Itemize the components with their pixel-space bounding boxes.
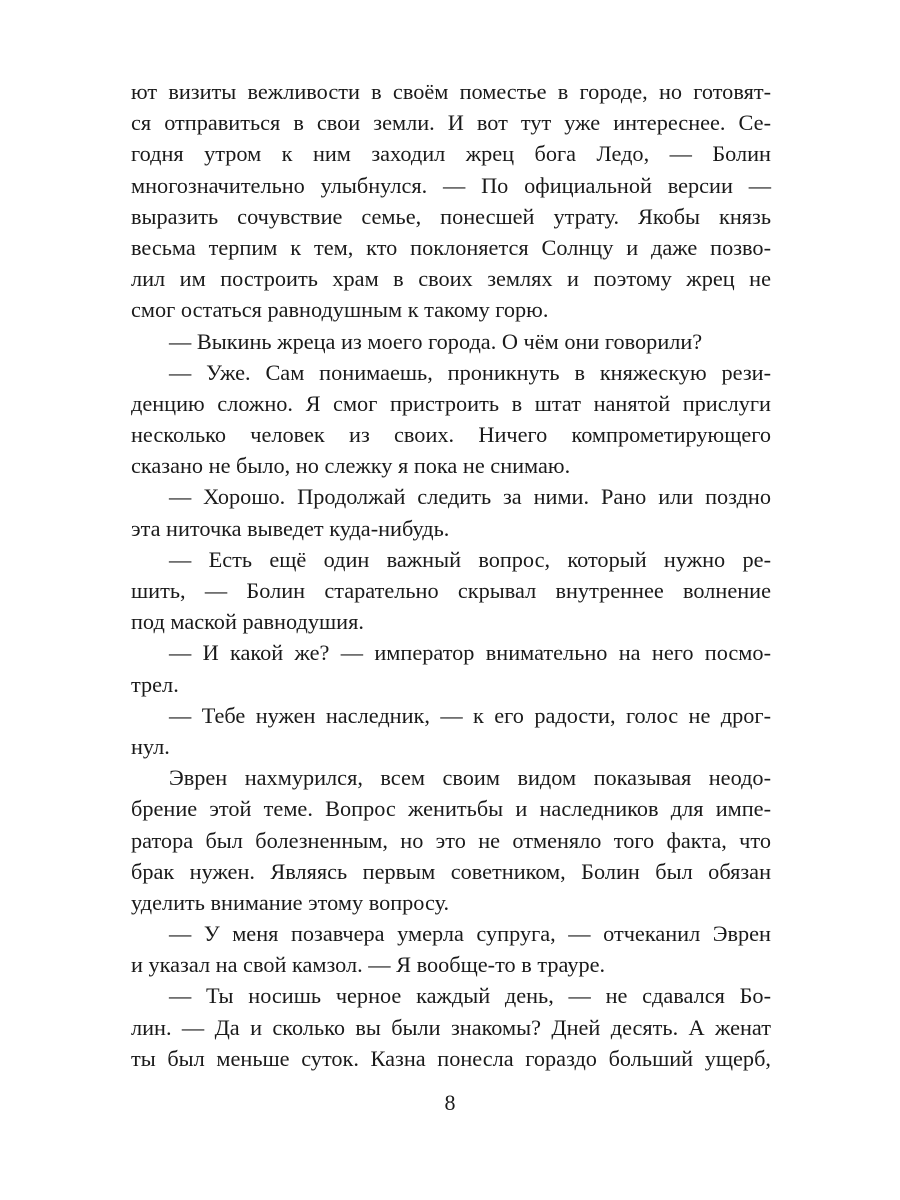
text-line: и указал на свой камзол. — Я вообще-то в трауре.	[131, 952, 606, 978]
text-line: сказано не было, но слежку я пока не снимаю.	[131, 453, 571, 479]
text-line: лин. — Да и сколько вы были знакомы? Дней десять. А женат	[131, 1014, 771, 1040]
text-line: ратора был болезненным, но это не отменяло того факта, что	[131, 827, 771, 853]
text-line: ют визиты вежливости в своём поместье в городе, но готовят-	[131, 79, 771, 104]
text-line: выразить сочувствие семье, понесшей утрату. Якобы князь	[131, 203, 771, 229]
text-line: — Уже. Сам понимаешь, проникнуть в княжескую рези-	[169, 359, 771, 385]
text-line: весьма терпим к тем, кто поклоняется Солнцу и даже позво-	[131, 234, 771, 260]
text-line: ся отправиться в свои земли. И вот тут уже интереснее. Се-	[131, 110, 771, 136]
text-line: годня утром к ним заходил жрец бога Ледо, — Болин	[131, 141, 771, 167]
text-line: Эврен нахмурился, всем своим видом показывая неодо-	[169, 765, 771, 791]
text-line: — Ты носишь черное каждый день, — не сдавался Бо-	[169, 983, 771, 1009]
text-line: денцию сложно. Я смог пристроить в штат нанятой прислуги	[131, 390, 771, 416]
text-line: брак нужен. Являясь первым советником, Болин был обязан	[131, 858, 771, 884]
text-line: лил им построить храм в своих землях и поэтому жрец не	[131, 266, 771, 292]
text-line: — Выкинь жреца из моего города. О чём они говорили?	[169, 328, 703, 354]
text-line: нул.	[131, 733, 170, 759]
text-line: уделить внимание этому вопросу.	[131, 889, 450, 915]
page-number: 8	[444, 1090, 456, 1115]
text-line: несколько человек из своих. Ничего компрометирующего	[131, 422, 771, 448]
text-line: — Тебе нужен наследник, — к его радости, голос не дрог-	[169, 702, 771, 728]
text-line: — И какой же? — император внимательно на него посмо-	[169, 640, 771, 666]
text-line: под маской равнодушия.	[131, 609, 364, 635]
text-line: — Есть ещё один важный вопрос, который нужно ре-	[169, 546, 771, 572]
text-line: ты был меньше суток. Казна понесла гораздо больший ущерб,	[131, 1045, 771, 1071]
text-line: эта ниточка выведет куда-нибудь.	[131, 515, 450, 541]
text-line: брение этой теме. Вопрос женитьбы и наследников для импе-	[131, 796, 771, 822]
text-line: шить, — Болин старательно скрывал внутреннее волнение	[131, 578, 771, 603]
text-line: трел.	[131, 671, 179, 697]
text-line: — У меня позавчера умерла супруга, — отчеканил Эврен	[169, 921, 771, 947]
text-line: — Хорошо. Продолжай следить за ними. Рано или поздно	[169, 484, 771, 510]
text-line: смог остаться равнодушным к такому горю.	[131, 297, 549, 323]
text-line: многозначительно улыбнулся. — По официальной версии —	[131, 172, 771, 198]
body-text	[131, 76, 771, 1074]
